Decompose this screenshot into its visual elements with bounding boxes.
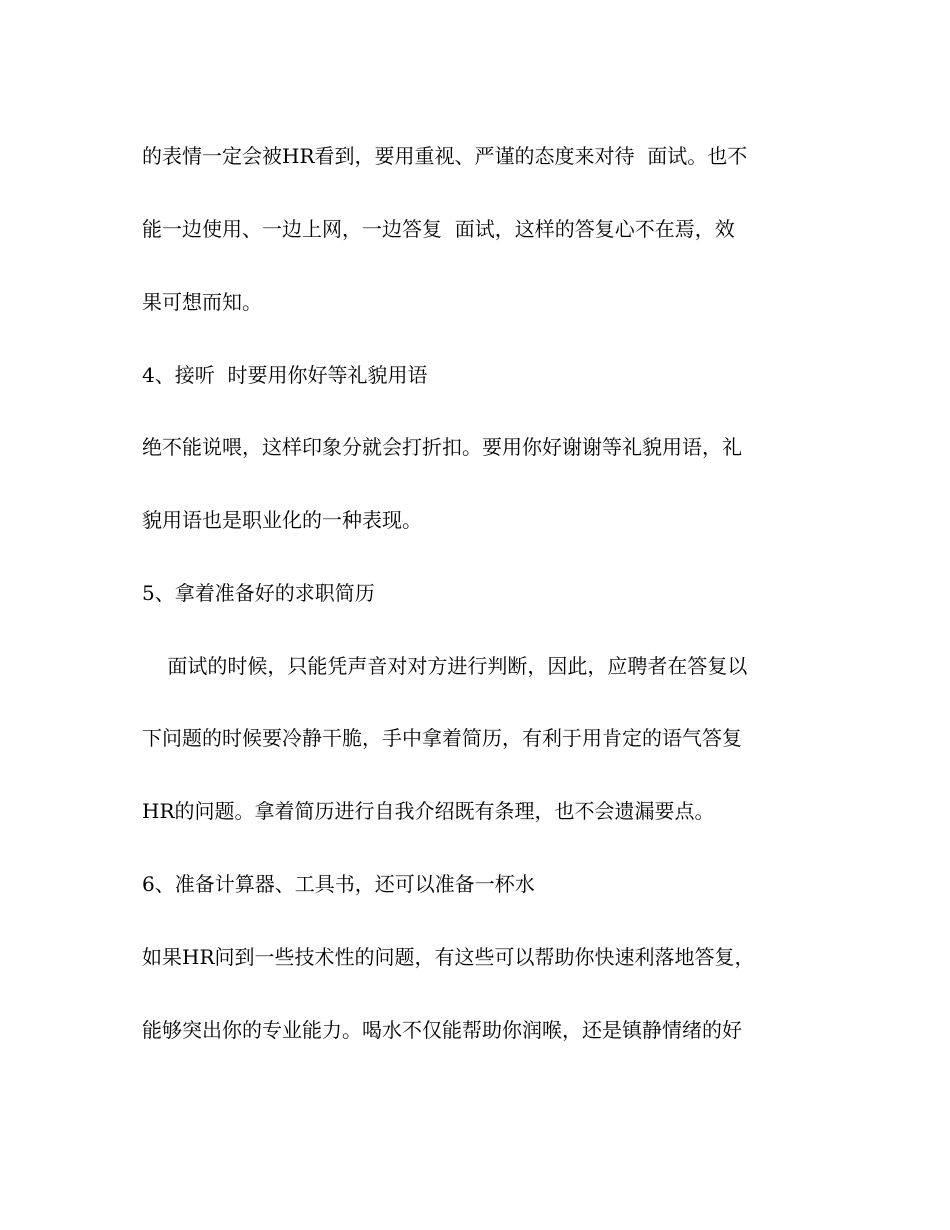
section-heading: 5、拿着准备好的求职简历 [142, 581, 375, 605]
paragraph-line: 果可想而知。 [142, 290, 262, 314]
paragraph-line: 的表情一定会被HR看到，要用重视、严谨的态度来对待 面试。也不 [142, 144, 748, 168]
paragraph-line: 如果HR问到一些技术性的问题，有这些可以帮助你快速利落地答复， [142, 945, 755, 969]
paragraph-line: 下问题的时候要冷静干脆，手中拿着简历，有利于用肯定的语气答复 [142, 726, 742, 750]
paragraph-line: 能一边使用、一边上网，一边答复 面试，这样的答复心不在焉，效 [142, 217, 735, 241]
paragraph-line: 能够突出你的专业能力。喝水不仅能帮助你润喉，还是镇静情绪的好 [142, 1018, 742, 1042]
section-heading: 6、准备计算器、工具书，还可以准备一杯水 [142, 872, 535, 896]
paragraph-line: 绝不能说喂，这样印象分就会打折扣。要用你好谢谢等礼貌用语，礼 [142, 435, 742, 459]
paragraph-line: HR的问题。拿着简历进行自我介绍既有条理，也不会遗漏要点。 [142, 799, 715, 823]
section-heading: 4、接听 时要用你好等礼貌用语 [142, 363, 428, 387]
paragraph-line: 面试的时候，只能凭声音对对方进行判断，因此，应聘者在答复以 [142, 654, 748, 678]
paragraph-line: 貌用语也是职业化的一种表现。 [142, 508, 422, 532]
